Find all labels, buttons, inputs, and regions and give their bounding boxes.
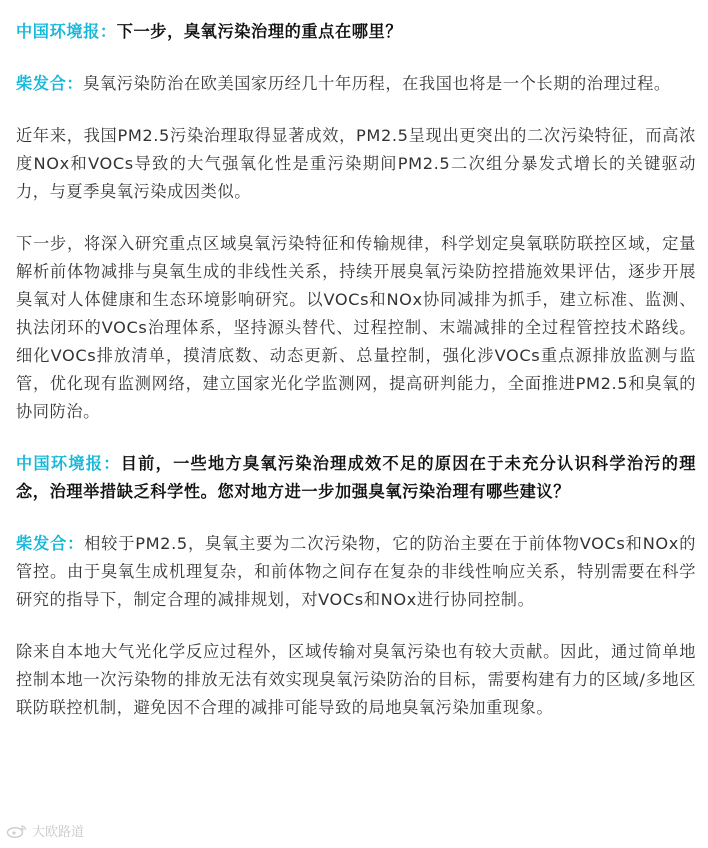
question-paragraph-2 (16, 450, 696, 506)
speaker-label: 中国环境报： (16, 454, 121, 473)
question-text: 目前，一些地方臭氧污染治理成效不足的原因在于未充分认识科学治污的理念，治理举措缺乏科学性。您对地方进一步加强臭氧污染治理有哪些建议？ (16, 454, 696, 501)
body-text: 除来自本地大气光化学反应过程外，区域传输对臭氧污染也有较大贡献。因此，通过简单地控制本地一次污染物的排放无法有效实现臭氧污染防治的目标，需要构建有力的区域/多地区联防联控机制，避免因不合理的减排可能导致的局地臭氧污染加重现象。 (16, 642, 696, 717)
watermark (6, 821, 84, 840)
answer-paragraph-1 (16, 70, 696, 98)
question-paragraph-1 (16, 18, 696, 46)
answer-paragraph-2 (16, 530, 696, 614)
speaker-label: 柴发合： (16, 534, 85, 553)
question-text: 下一步，臭氧污染治理的重点在哪里？ (116, 22, 403, 41)
body-paragraph-3 (16, 638, 696, 722)
body-paragraph-1 (16, 122, 696, 206)
body-paragraph-2 (16, 230, 696, 426)
speaker-label: 中国环境报： (16, 22, 117, 41)
answer-text: 臭氧污染防治在欧美国家历经几十年历程，在我国也将是一个长期的治理过程。 (83, 74, 671, 93)
article-body (16, 18, 696, 746)
weibo-icon (6, 824, 28, 838)
watermark-text: 大欧路道 (32, 825, 85, 840)
body-text: 近年来，我国PM2.5污染治理取得显著成效，PM2.5呈现出更突出的二次污染特征，而高浓度NOx和VOCs导致的大气强氧化性是重污染期间PM2.5二次组分暴发式增长的关键驱动力，与夏季臭氧污染成因类似。 (16, 126, 696, 201)
answer-text: 相较于PM2.5，臭氧主要为二次污染物，它的防治主要在于前体物VOCs和NOx的管控。由于臭氧生成机理复杂，和前体物之间存在复杂的非线性响应关系，特别需要在科学研究的指导下，制定合理的减排规划，对VOCs和NOx进行协同控制。 (16, 534, 696, 609)
body-text: 下一步，将深入研究重点区域臭氧污染特征和传输规律，科学划定臭氧联防联控区域，定量解析前体物减排与臭氧生成的非线性关系，持续开展臭氧污染防控措施效果评估，逐步开展臭氧对人体健康和生态环境影响研究。以VOCs和NOx协同减排为抓手，建立标准、监测、执法闭环的VOCs治理体系，坚持源头替代、过程控制、末端减排的全过程管控技术路线。细化VOCs排放清单，摸清底数、动态更新、总量控制，强化涉VOCs重点源排放监测与监管，优化现有监测网络，建立国家光化学监测网，提高研判能力，全面推进PM2.5和臭氧的协同防治。 (16, 234, 696, 421)
speaker-label: 柴发合： (16, 74, 84, 93)
